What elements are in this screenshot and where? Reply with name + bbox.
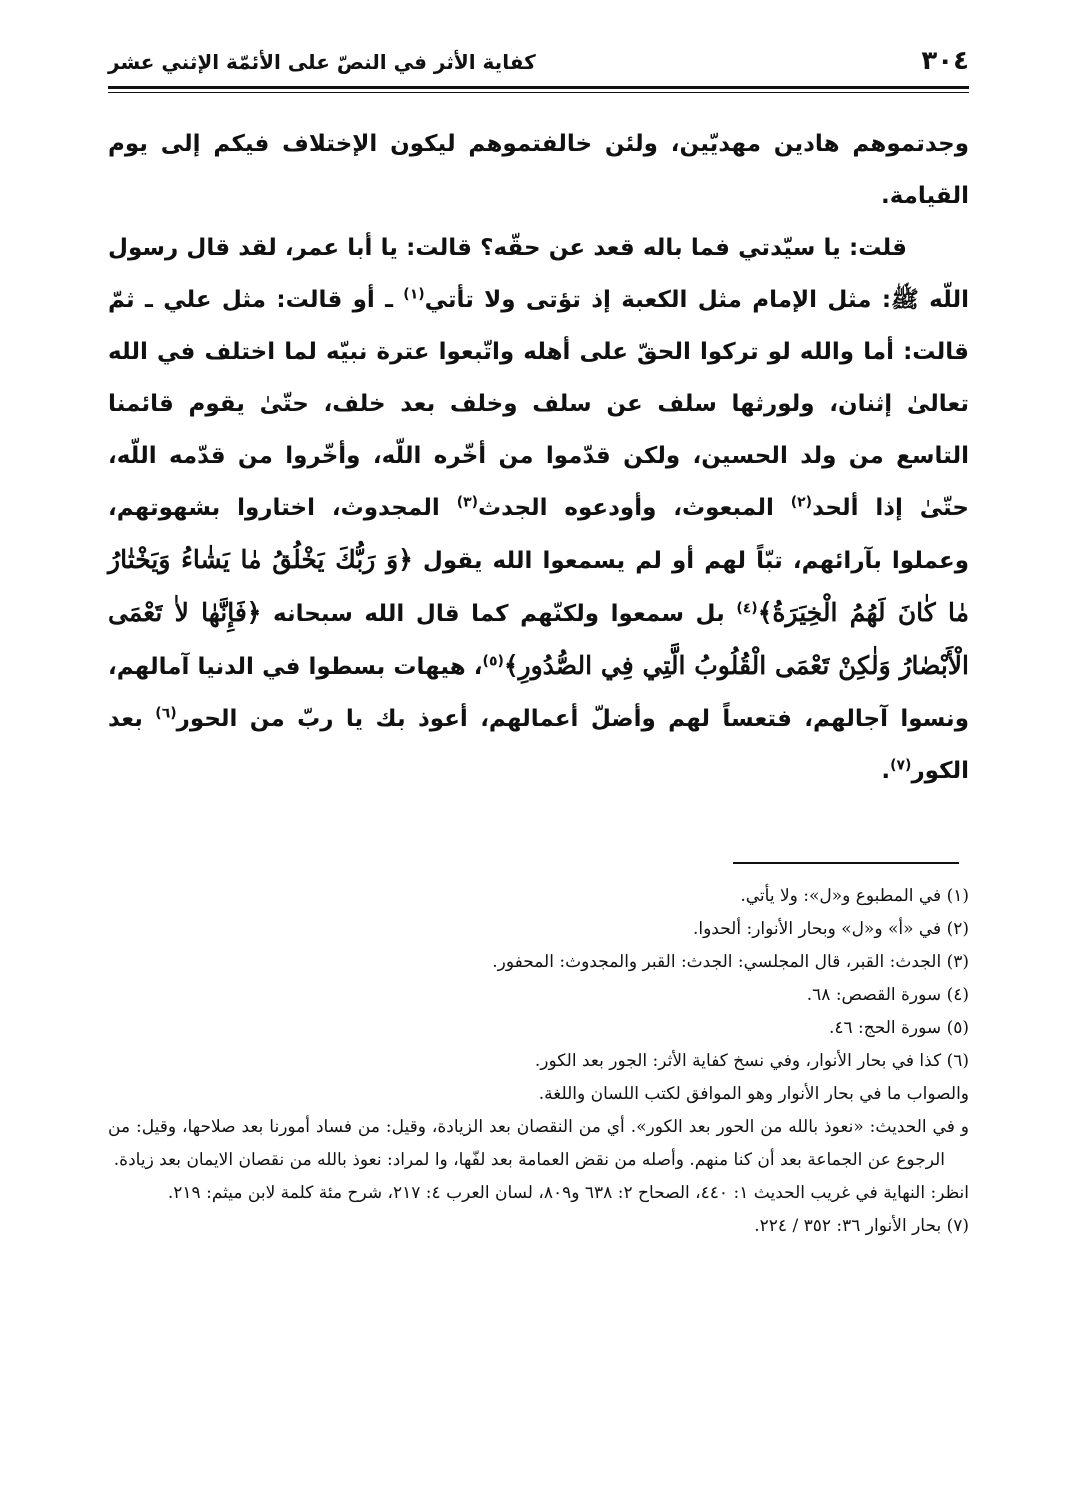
footnote-5: (٥) سورة الحج: ٤٦. <box>828 1018 969 1038</box>
footnote-separator <box>733 862 959 864</box>
footnote-ref-4[interactable]: (٤) <box>736 600 758 617</box>
main-text <box>108 118 969 797</box>
footnote-3: (٣) الجدث: القبر، قال المجلسي: الجدث: القبر والمجدوث: المحفور. <box>492 952 969 972</box>
footnote-ref-3[interactable]: (٣) <box>456 494 479 511</box>
text-run: . <box>881 758 891 784</box>
footnote-1: (١) في المطبوع و«ل»: ولا يأتي. <box>740 886 969 906</box>
header-rule <box>108 86 969 89</box>
footnote-6-continued: والصواب ما في بحار الأنوار وهو الموافق لكتب اللسان واللغة. <box>538 1084 969 1104</box>
footnote-ref-6[interactable]: (٦) <box>155 705 177 722</box>
text-run: المبعوث، وأودعوه الجدث <box>478 495 791 521</box>
paragraph-1: وجدتموهم هادين مهديّين، ولئن خالفتموهم ليكون الإختلاف فيكم إلى يوم القيامة. <box>108 131 969 209</box>
footnote-ref-1[interactable]: (١) <box>403 286 425 303</box>
text-run: ـ أو قالت: مثل علي ـ ثمّ قالت: أما والله لو تركوا الحقّ على أهله واتّبعوا عترة نبيّه لما اختلف في الله تعالىٰ إثنان، ولورثها سلف عن سلف وخلف بعد خلف، حتّىٰ يقوم قائمنا التاسع من ولد الحسين، ولكن قدّموا من أخّره اللّه، وأخّروا من قدّمه اللّه، حتّىٰ إذا ألحد <box>108 287 969 521</box>
footnote-7: (٧) بحار الأنوار ٣٦: ٣٥٢ / ٢٢٤. <box>754 1216 969 1236</box>
paragraph-2 <box>108 222 969 797</box>
footnotes <box>108 880 969 1243</box>
footnote-6-sources: انظر: النهاية في غريب الحديث ١: ٤٤٠، الصحاح ٢: ٦٣٨ و٨٠٩، لسان العرب ٤: ٢١٧، شرح مئة كلمة لابن ميثم: ٢١٩. <box>167 1183 969 1203</box>
quran-verse-2: ﴿فَإِنَّهٰا لاٰ تَعْمَى الْأَبْصٰارُ وَلٰكِنْ تَعْمَى الْقُلُوبُ الَّتِي فِي الصُّدُورِ﴾ <box>108 598 969 680</box>
text-run: بل سمعوا ولكنّهم كما قال الله سبحانه <box>261 601 737 627</box>
text-run: المجدوث، اختاروا بشهوتهم، وعملوا بآرائهم، تبّاً لهم أو لم يسمعوا الله يقول <box>108 495 970 574</box>
footnote-ref-2[interactable]: (٢) <box>790 494 813 511</box>
footnote-6: (٦) كذا في بحار الأنوار، وفي نسخ كفاية الأثر: الجور بعد الكور. <box>534 1051 969 1071</box>
footnote-2: (٢) في «أ» و«ل» وبحار الأنوار: ألحدوا. <box>692 919 969 939</box>
page-number: ٣٠٤ <box>921 46 969 76</box>
running-title: كفاية الأثر في النصّ على الأئمّة الإثني عشر <box>108 50 536 74</box>
text-run: قلت: يا سيّدتي فما باله قعد عن حقّه؟ قالت: يا أبا عمر، لقد قال رسول اللّه ﷺ: مثل الإمام مثل الكعبة إذ تؤتى ولا تأتي <box>108 235 969 313</box>
quran-verse-1: ﴿وَ رَبُّكَ يَخْلُقُ مٰا يَشٰاءُ وَيَخْتٰارُ مٰا كٰانَ لَهُمُ الْخِيَرَةُ﴾ <box>108 545 969 627</box>
text-run: ، هيهات بسطوا في الدنيا آمالهم، ونسوا آجالهم، فتعساً لهم وأضلّ أعمالهم، أعوذ بك يا ربّ من الحور <box>108 654 969 732</box>
footnote-ref-5[interactable]: (٥) <box>482 653 504 670</box>
page-header <box>108 38 969 84</box>
footnote-6-hadith: و في الحديث: «نعوذ بالله من الحور بعد الكور». أي من النقصان بعد الزيادة، وقيل: من فساد أمورنا بعد صلاحها، وقيل: من الرجوع عن الجماعة بعد أن كنا منهم. وأصله من نقض العمامة بعد لفّها، وا لمراد: نعوذ بالله من نقصان الايمان بعد زيادة. <box>108 1117 969 1170</box>
footnote-4: (٤) سورة القصص: ٦٨. <box>806 985 969 1005</box>
footnote-ref-7[interactable]: (٧) <box>890 757 912 774</box>
text-run: بعد الكور <box>108 706 969 784</box>
header-rule-thin <box>108 92 969 93</box>
